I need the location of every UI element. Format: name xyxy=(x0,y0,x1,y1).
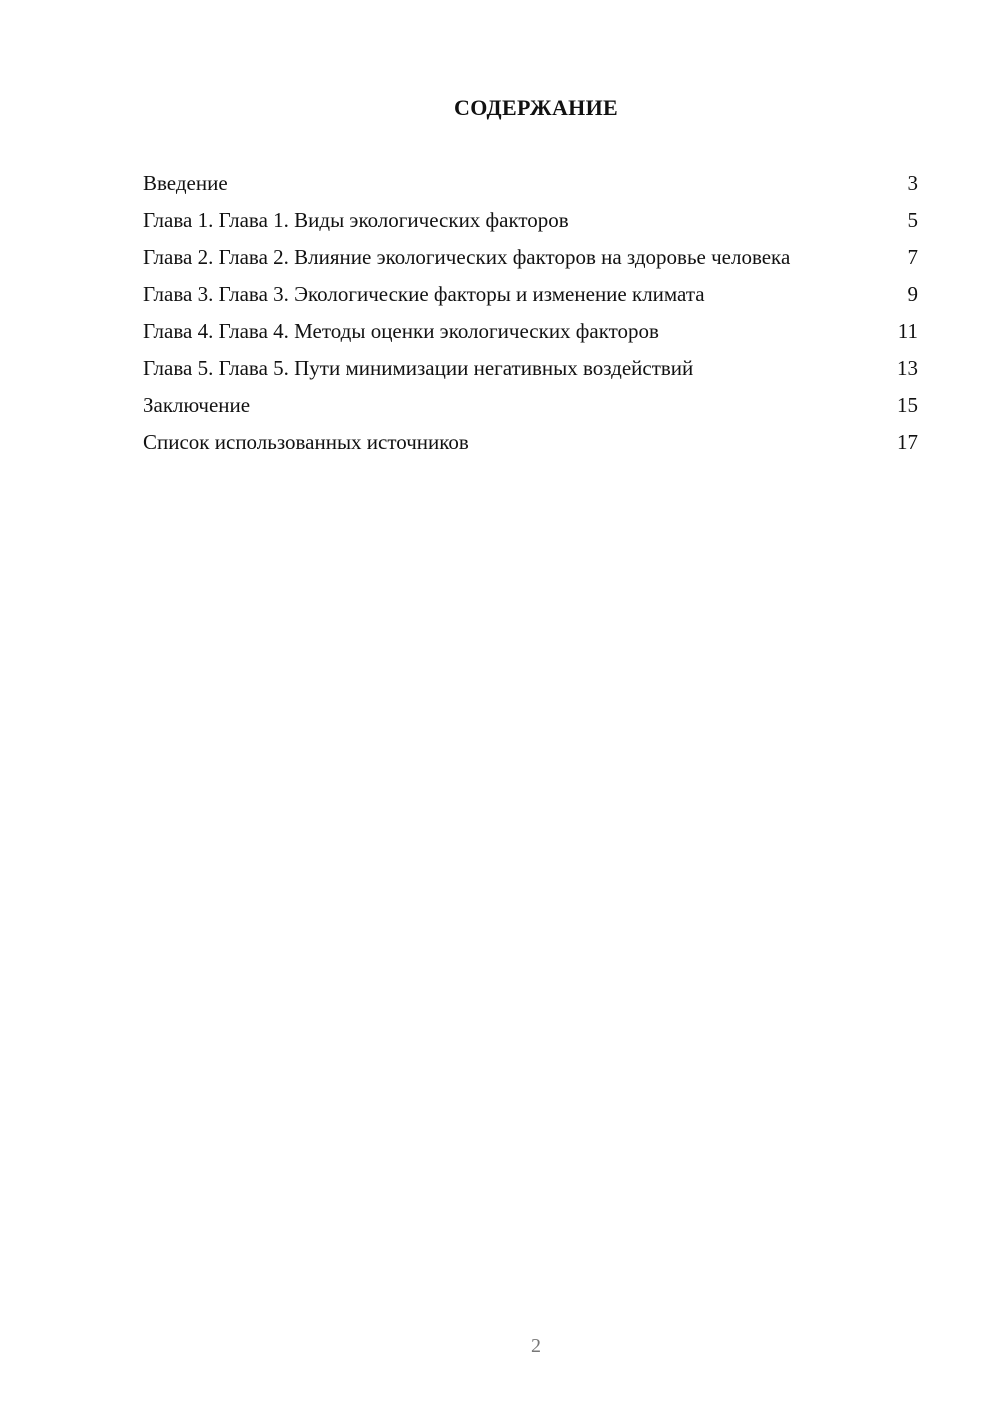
toc-entry-chapter-2[interactable] xyxy=(143,244,918,270)
toc-entry-title: Заключение xyxy=(143,393,251,417)
page-number: 2 xyxy=(531,1335,541,1357)
toc-entry-title: Глава 5. Глава 5. Пути минимизации негативных воздействий xyxy=(143,356,694,380)
toc-entry-page: 3 xyxy=(907,171,918,195)
toc-entry-page: 5 xyxy=(907,208,918,232)
toc-entry-page: 7 xyxy=(907,245,918,269)
toc-entry-page: 11 xyxy=(897,319,918,343)
toc-entry-title: Глава 2. Глава 2. Влияние экологических факторов на здоровье человека xyxy=(143,245,791,269)
toc-entry-chapter-3[interactable] xyxy=(143,281,918,307)
page-title: СОДЕРЖАНИЕ xyxy=(454,95,618,120)
toc-entry-chapter-4[interactable] xyxy=(143,318,918,344)
toc-entry-title: Список использованных источников xyxy=(143,430,469,454)
table-of-contents xyxy=(143,170,918,466)
toc-entry-page: 17 xyxy=(897,430,918,454)
toc-entry-introduction[interactable] xyxy=(143,170,918,196)
toc-entry-title: Глава 4. Глава 4. Методы оценки экологических факторов xyxy=(143,319,659,343)
toc-entry-chapter-1[interactable] xyxy=(143,207,918,233)
toc-entry-page: 13 xyxy=(897,356,918,380)
toc-entry-title: Глава 1. Глава 1. Виды экологических факторов xyxy=(143,208,569,232)
toc-entry-title: Глава 3. Глава 3. Экологические факторы и изменение климата xyxy=(143,282,705,306)
toc-entry-title: Введение xyxy=(143,171,228,195)
toc-entry-references[interactable] xyxy=(143,429,918,455)
toc-entry-page: 15 xyxy=(897,393,918,417)
toc-entry-chapter-5[interactable] xyxy=(143,355,918,381)
toc-entry-conclusion[interactable] xyxy=(143,392,918,418)
toc-entry-page: 9 xyxy=(907,282,918,306)
